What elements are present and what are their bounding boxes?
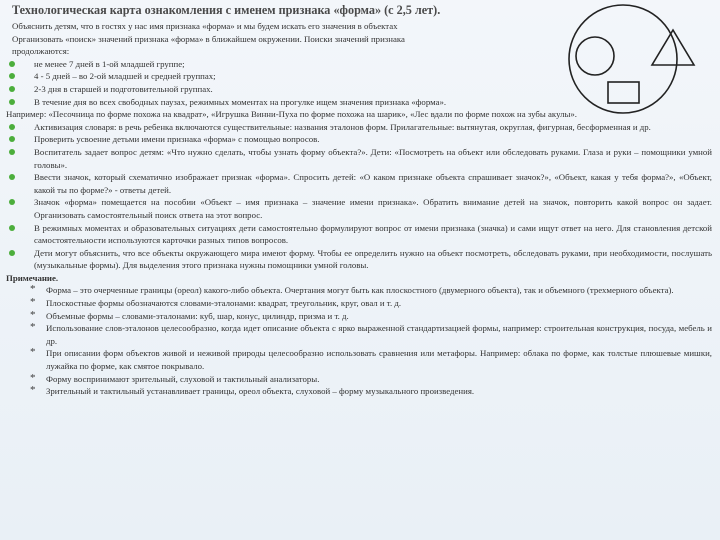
bullet-icon	[9, 61, 15, 67]
asterisk-icon: *	[30, 321, 36, 334]
intro-line: Объяснить детям, что в гостях у нас имя признака «форма» и мы будем искать его значения в объектах	[12, 21, 398, 31]
note-item: * Форму воспринимают зрительный, слуховой и тактильный анализаторы.	[30, 371, 320, 384]
bullet-icon	[9, 199, 15, 205]
asterisk-icon: *	[30, 283, 36, 296]
list-item: Значок «форма» помещается на пособии «Объект – имя признака – значение имени признака». Обратить внимание детей на значок, повторить какой вопрос он задает. Организовать самостоятельный поиск ответа на этот вопрос.	[6, 196, 712, 221]
list-item: 2-3 дня в старшей и подготовительной группах.	[6, 83, 464, 96]
bullet-icon	[9, 86, 15, 92]
bullet-icon	[9, 99, 15, 105]
asterisk-icon: *	[30, 296, 36, 309]
bullet-icon	[9, 73, 15, 79]
bullet-icon	[9, 124, 15, 130]
note-item: * Использование слов-эталонов целесообразно, когда идет описание объекта с ярко выраженной стандартизацией формы, например: строительная конструкция, посуда, мебель и др.	[30, 321, 712, 346]
note-heading: Примечание.	[6, 272, 59, 283]
list-item: В режимных моментах и образовательных ситуациях дети самостоятельно формулируют вопрос от имени признака (значка) и сами ищут ответ на него. Для становления детской самостоятельности используются карточки разных типов вопросов.	[6, 222, 712, 247]
asterisk-icon: *	[30, 346, 36, 359]
list-item: Ввести значок, который схематично изображает признак «форма». Спросить детей: «О каком признаке объекта спрашивает значок?», «Объект, какая у тебя форма?», «Объект, какой ты по форме?» - ответы детей.	[6, 171, 712, 196]
example-text: Например: «Песочница по форме похожа на квадрат», «Игрушка Винни-Пуха по форме похожа на шарик», «Лес вдали по форме похож на зубы акулы».	[6, 109, 577, 120]
asterisk-icon: *	[30, 308, 36, 321]
intro-line: Организовать «поиск» значений признака «форма» в ближайшем окружении. Поиски значений признака	[12, 33, 405, 44]
list-item: Дети могут объяснить, что все объекты окружающего мира имеют форму. Чтобы ее определить нужно на объект посмотреть, обследовать руками, при необходимости, послушать (музыкальные формы). Для выделения этого признака нужны помощники умной головы.	[6, 247, 712, 272]
main-text	[6, 20, 712, 398]
note-item: * Объемные формы – словами-эталонами: куб, шар, конус, цилиндр, призма и т. д.	[30, 308, 349, 321]
bullet-icon	[9, 149, 15, 155]
note-item: * Плоскостные формы обозначаются словами-эталонами: квадрат, треугольник, круг, овал и т. д.	[30, 296, 402, 309]
list-item: 4 - 5 дней – во 2-ой младшей и средней группах;	[6, 70, 464, 83]
bullet-icon	[9, 225, 15, 231]
bullet-icon	[9, 174, 15, 180]
list-item: Активизация словаря: в речь ребенка включаются существительные: названия эталонов форм. Прилагательные: вытянутая, округлая, фигурная, бесформенная и др.	[6, 121, 712, 134]
bullet-icon	[9, 250, 15, 256]
list-item: не менее 7 дней в 1-ой младшей группе;	[6, 58, 464, 71]
note-item: * Зрительный и тактильный устанавливает границы, ореол объекта, слуховой – форму музыкального произведения.	[30, 384, 475, 397]
asterisk-icon: *	[30, 371, 36, 384]
intro-line: продолжаются:	[12, 46, 70, 57]
bullet-icon	[9, 136, 15, 142]
note-item: * При описании форм объектов живой и неживой природы целесообразно использовать сравнения или метафоры. Например: облака по форме, как толстые плюшевые мишки, лужайка по форме, как смятое покрывало.	[30, 346, 712, 372]
list-item: В течение дня во всех свободных паузах, режимных моментах на прогулке ищем значения признака «форма».	[6, 96, 712, 109]
list-item: Проверить усвоение детьми имени признака «форма» с помощью вопросов.	[6, 133, 712, 146]
page-title: Технологическая карта ознакомления с именем признака «форма» (с 2,5 лет).	[12, 3, 441, 17]
asterisk-icon: *	[30, 384, 36, 397]
note-item: * Форма – это очерченные границы (ореол) какого-либо объекта. Очертания могут быть как плоскостного (двумерного объекта), так и объемного (трехмерного объекта).	[30, 283, 674, 296]
list-item: Воспитатель задает вопрос детям: «Что нужно сделать, чтобы узнать форму объекта?». Дети: «Посмотреть на объект или обследовать руками. Глаза и руки – помощники умной головы».	[6, 146, 712, 171]
